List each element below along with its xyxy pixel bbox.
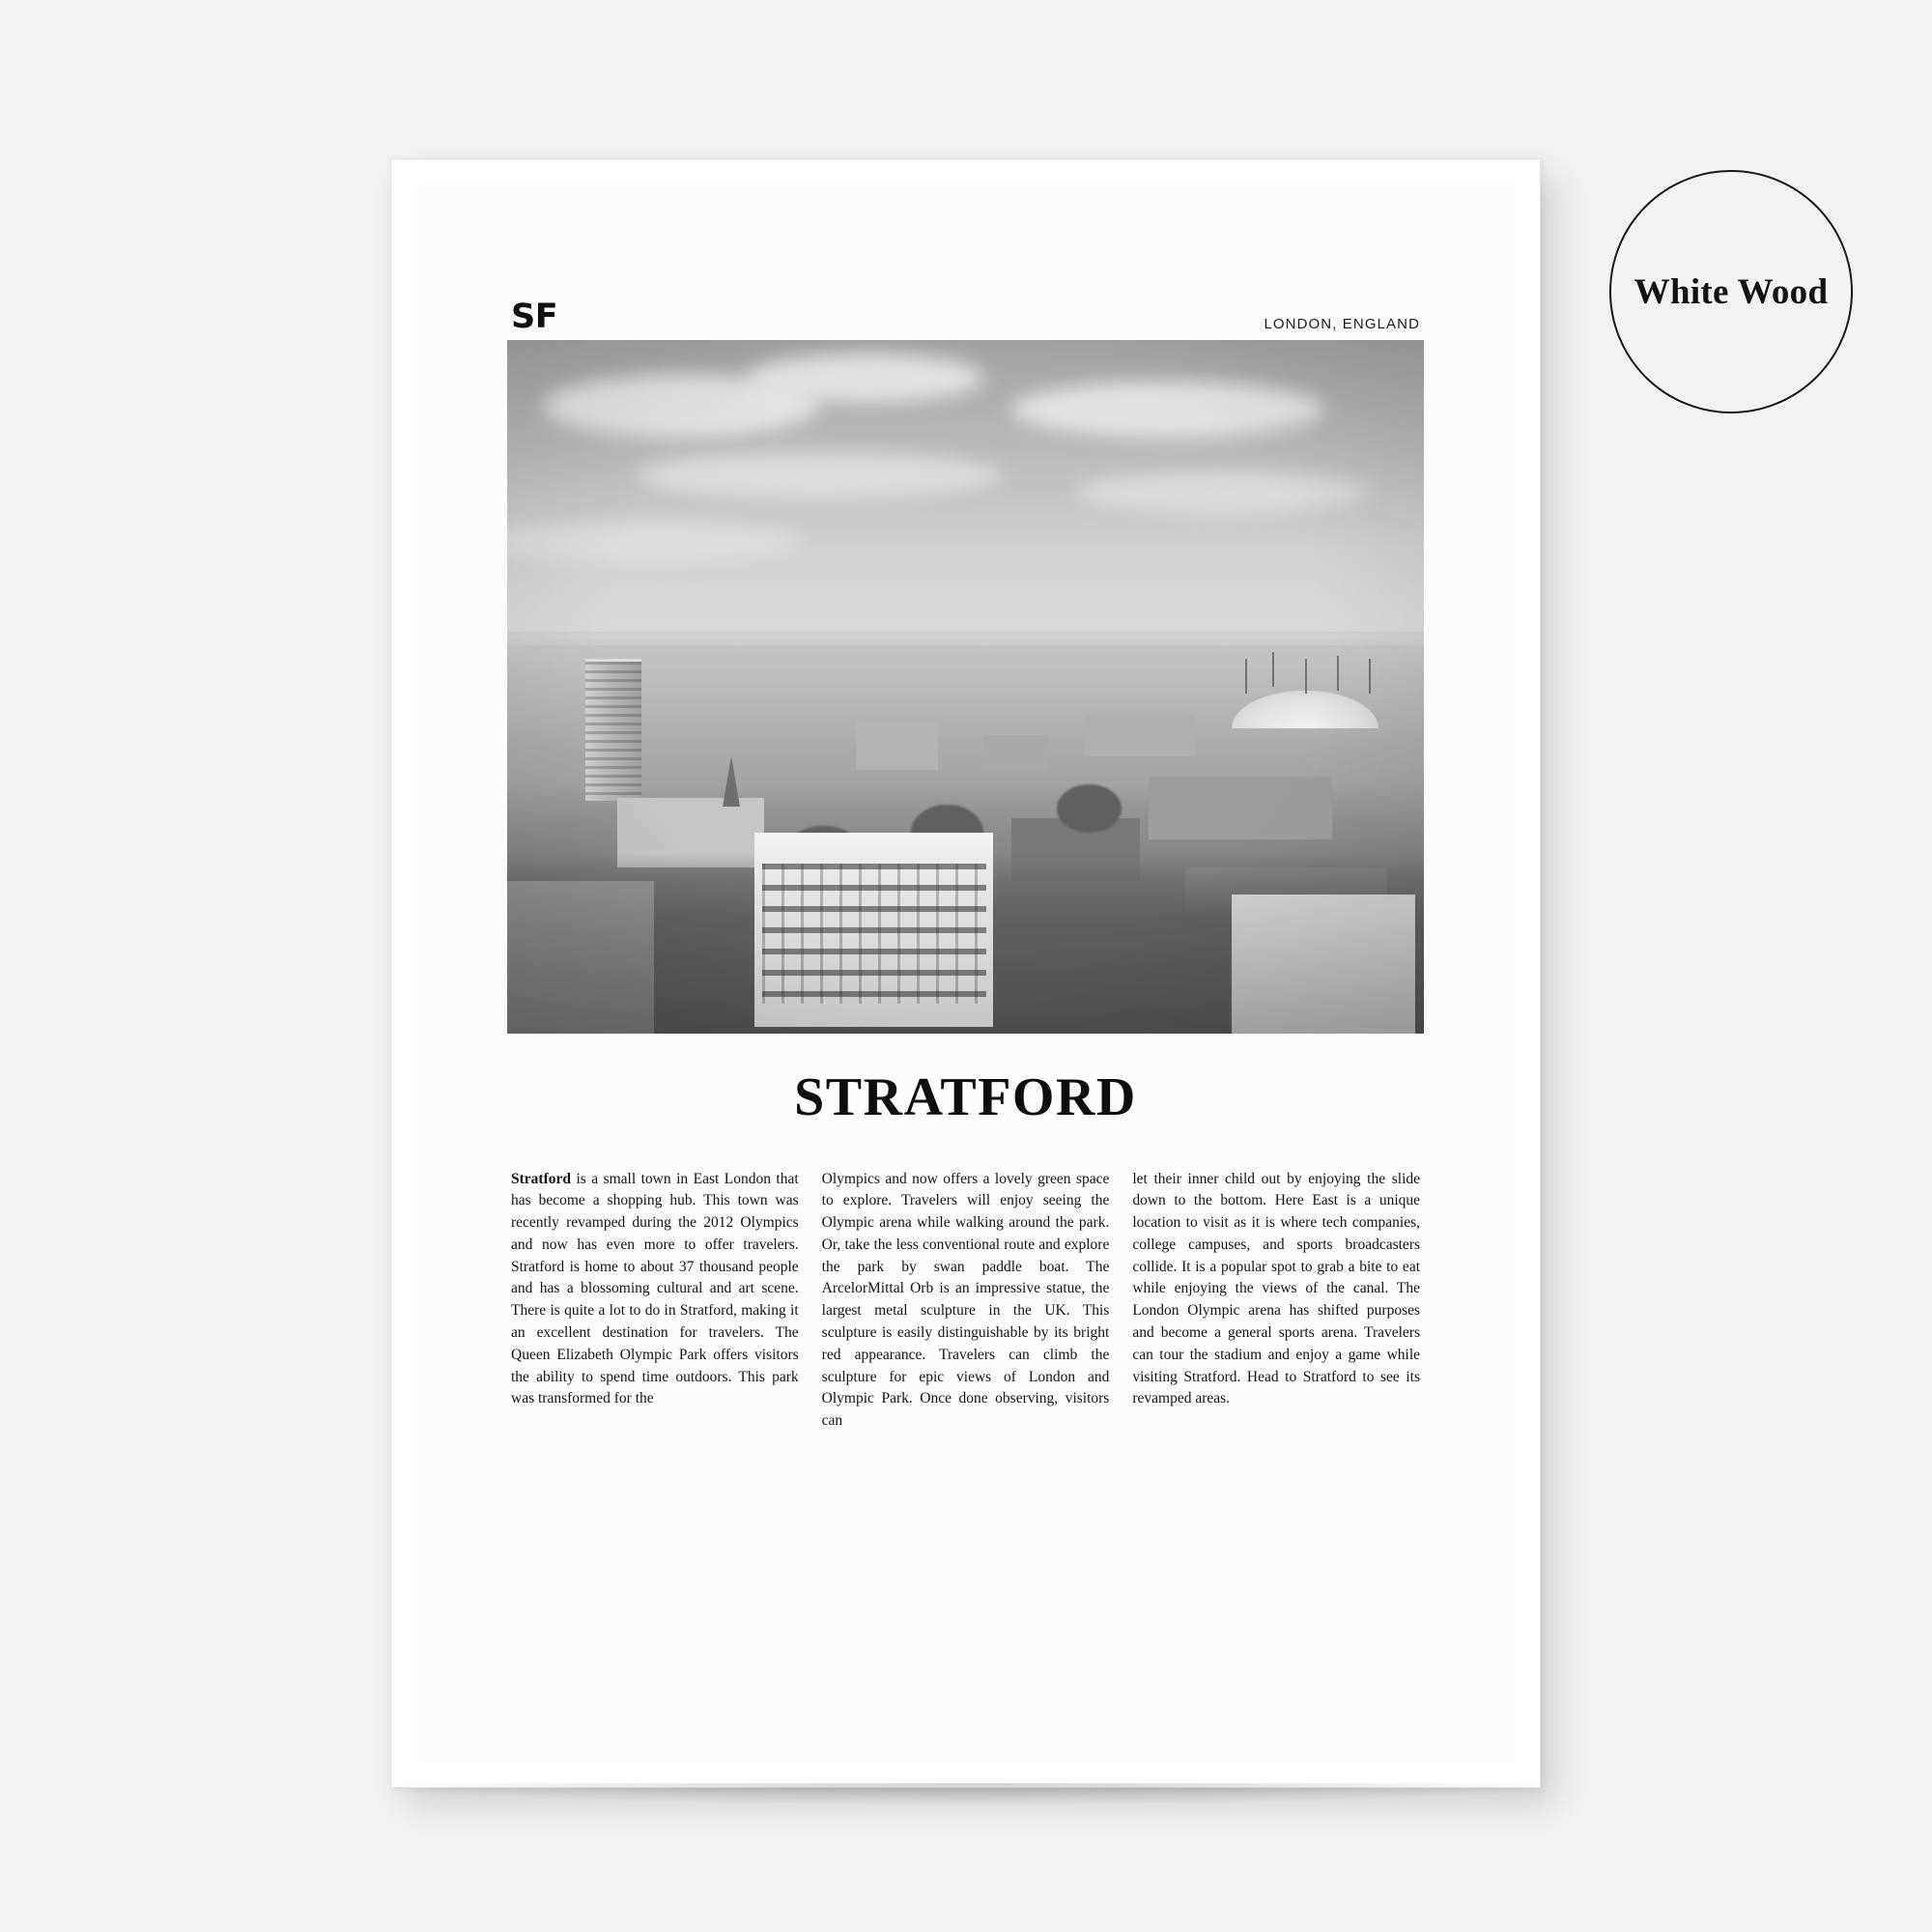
poster-header: [507, 300, 1424, 340]
body-column: [1132, 1169, 1420, 1433]
picture-frame: [390, 158, 1541, 1788]
photo-vignette: [507, 340, 1424, 1034]
product-option-badge: [1609, 170, 1853, 413]
body-column: [511, 1169, 799, 1433]
body-lead-in: Stratford: [511, 1170, 571, 1187]
body-text: is a small town in East London that has become a shopping hub. This town was recently revamped during the 2012 Olympics and now has even more to offer travelers. Stratford is home to about 37 thousand people and has a blossoming cultural and art scene. There is quite a lot to do in Stratford, making it an excellent destination for travelers. The Queen Elizabeth Olympic Park offers visitors the ability to spend time outdoors. This park was transformed for the: [511, 1170, 799, 1407]
poster-artwork: [416, 185, 1515, 1762]
poster-body-columns: [507, 1153, 1424, 1447]
body-text: Olympics and now offers a lovely green space to explore. Travelers will enjoy seeing the Olympic arena while walking around the park. Or, take the less conventional route and explore the park by swan paddle boat. The ArcelorMittal Orb is an impressive statue, the largest metal sculpture in the UK. This sculpture is easily distinguishable by its bright red appearance. Travelers can climb the sculpture for epic views of London and Olympic Park. Once done observing, visitors can: [821, 1170, 1110, 1430]
poster-brand-logo: SF: [511, 298, 558, 336]
body-column: [822, 1169, 1110, 1433]
poster-title: STRATFORD: [794, 1067, 1137, 1127]
poster-photograph: [507, 340, 1424, 1034]
badge-label: White Wood: [1634, 271, 1829, 312]
frame-mat: [416, 185, 1515, 1762]
poster-locale-label: LONDON, ENGLAND: [1264, 316, 1420, 332]
body-text: let their inner child out by enjoying the slide down to the bottom. Here East is a unique location to visit as it is where tech companies, college campuses, and sports broadcasters collide. It is a popular spot to grab a bite to eat while enjoying the views of the canal. The London Olympic arena has shifted purposes and become a general sports arena. Travelers can tour the stadium and enjoy a game while visiting Stratford. Head to Stratford to see its revamped areas.: [1132, 1170, 1421, 1407]
